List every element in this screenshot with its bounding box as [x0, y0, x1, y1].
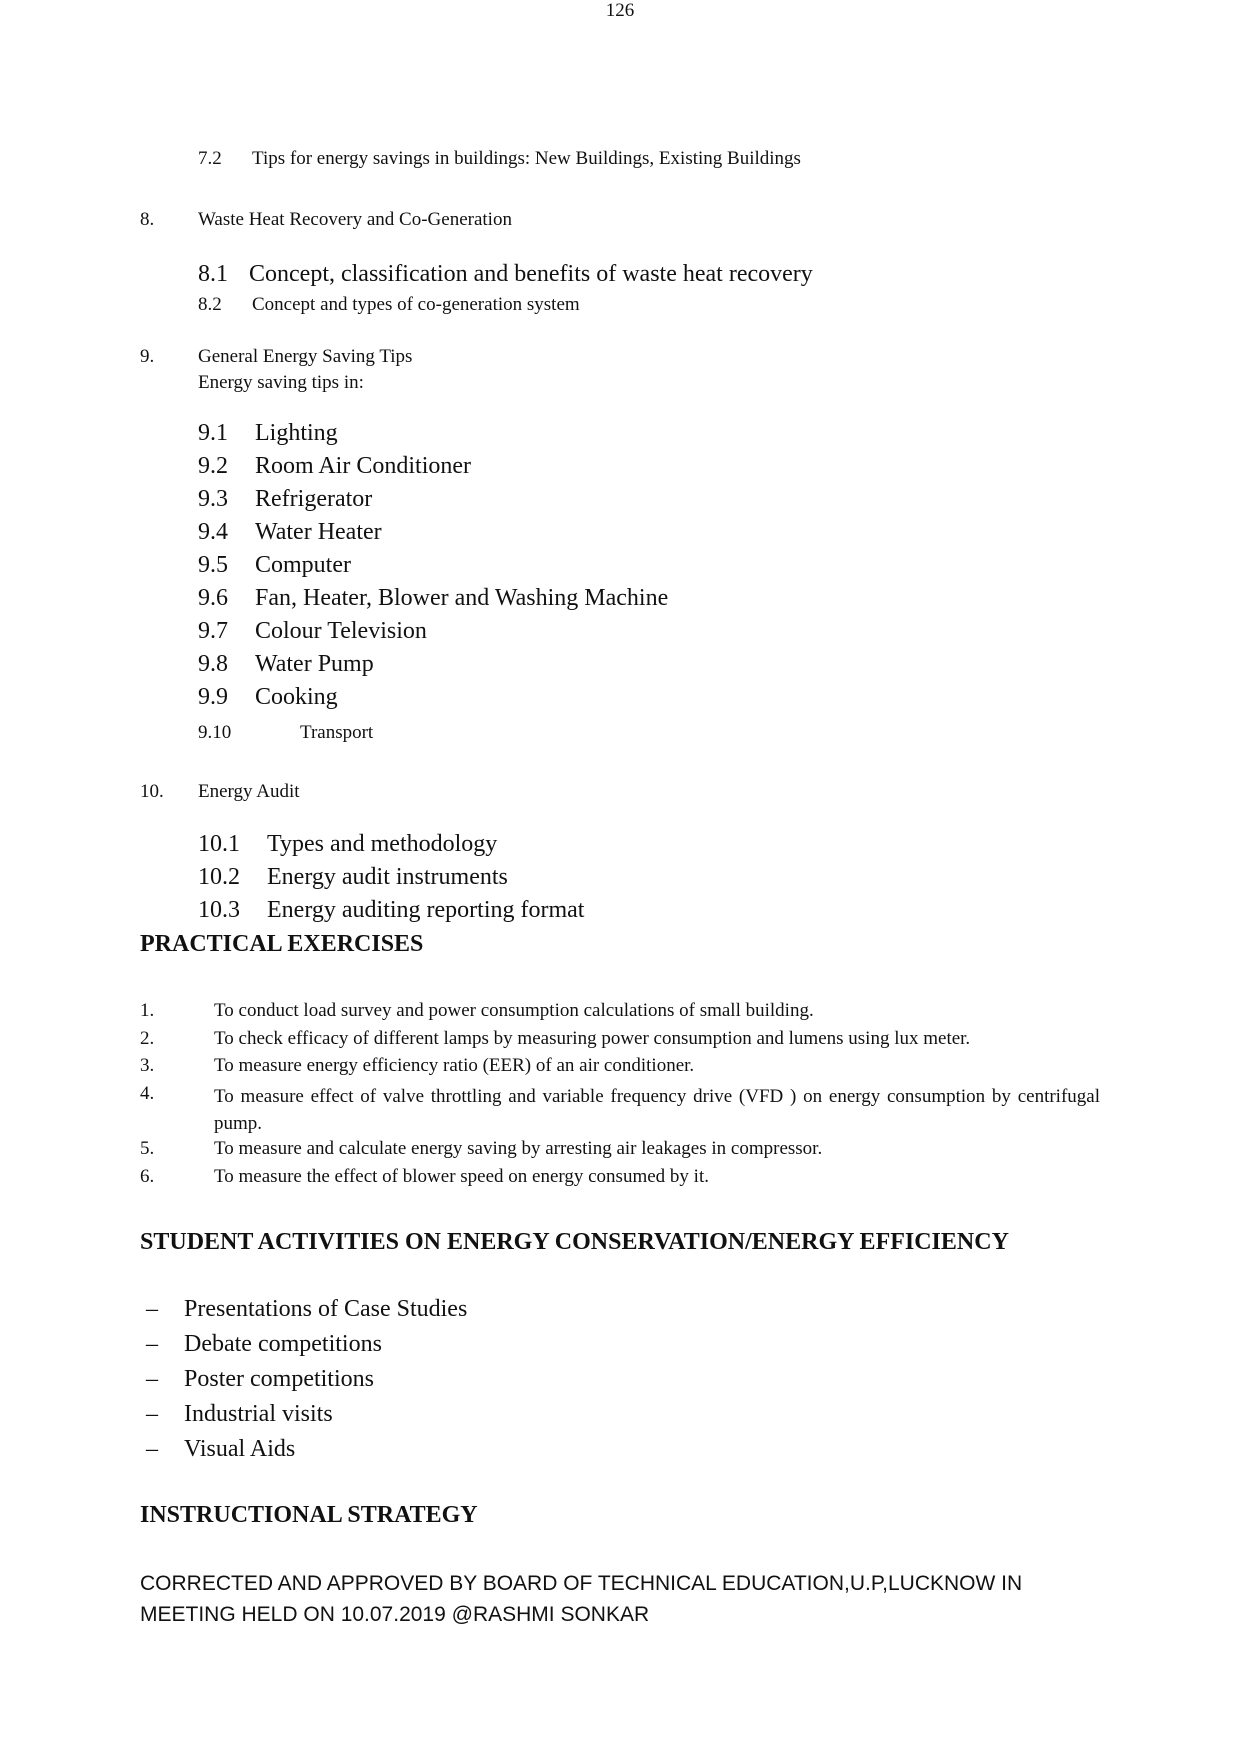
item-9-3-number: 9.3 [198, 486, 228, 512]
item-9-8-text: Water Pump [255, 651, 374, 677]
practical-item-number: 1. [140, 1000, 155, 1021]
section-9-intro: Energy saving tips in: [198, 372, 364, 393]
practical-item-number: 6. [140, 1166, 155, 1187]
item-9-2-number: 9.2 [198, 453, 228, 479]
footer-line-1: CORRECTED AND APPROVED BY BOARD OF TECHNICAL EDUCATION,U.P,LUCKNOW IN [140, 1572, 1023, 1595]
item-10-2-text: Energy audit instruments [267, 864, 508, 890]
item-9-10-number: 9.10 [198, 722, 232, 743]
item-9-10-text: Transport [300, 722, 374, 743]
item-7-2-text: Tips for energy savings in buildings: New Buildings, Existing Buildings [252, 148, 801, 169]
section-8-number: 8. [140, 209, 155, 230]
practical-item-text: To measure and calculate energy saving by arresting air leakages in compressor. [214, 1138, 823, 1159]
practical-item-number: 3. [140, 1055, 155, 1076]
item-10-3-number: 10.3 [198, 897, 240, 923]
practical-item-number: 5. [140, 1138, 155, 1159]
footer-line-2: MEETING HELD ON 10.07.2019 @RASHMI SONKAR [140, 1603, 650, 1626]
section-9-title: General Energy Saving Tips [198, 346, 413, 367]
section-10-number: 10. [140, 781, 164, 802]
item-10-2-number: 10.2 [198, 864, 240, 890]
item-9-6-text: Fan, Heater, Blower and Washing Machine [255, 585, 669, 611]
item-10-1-number: 10.1 [198, 831, 240, 857]
practical-item-number: 2. [140, 1028, 155, 1049]
activities-heading: STUDENT ACTIVITIES ON ENERGY CONSERVATION/ENERGY EFFICIENCY [140, 1229, 1009, 1255]
bullet-dash: – [146, 1401, 158, 1427]
section-8-title: Waste Heat Recovery and Co-Generation [198, 209, 512, 230]
section-9-number: 9. [140, 346, 155, 367]
item-9-2-text: Room Air Conditioner [255, 453, 471, 479]
bullet-dash: – [146, 1296, 158, 1322]
practical-item-text: To measure energy efficiency ratio (EER) of an air conditioner. [214, 1055, 695, 1076]
item-9-1-text: Lighting [255, 420, 338, 446]
item-9-3-text: Refrigerator [255, 486, 373, 512]
item-9-1-number: 9.1 [198, 420, 228, 446]
bullet-dash: – [146, 1366, 158, 1392]
item-8-2-number: 8.2 [198, 294, 222, 315]
item-9-9-text: Cooking [255, 684, 338, 710]
item-7-2-number: 7.2 [198, 148, 222, 169]
item-9-9-number: 9.9 [198, 684, 228, 710]
bullet-dash: – [146, 1436, 158, 1462]
activity-item: Debate competitions [184, 1331, 382, 1357]
item-10-3-text: Energy auditing reporting format [267, 897, 585, 923]
practical-heading: PRACTICAL EXERCISES [140, 931, 424, 957]
item-9-6-number: 9.6 [198, 585, 228, 611]
item-10-1-text: Types and methodology [267, 831, 498, 857]
practical-item-number: 4. [140, 1083, 155, 1104]
strategy-heading: INSTRUCTIONAL STRATEGY [140, 1502, 478, 1528]
item-9-5-text: Computer [255, 552, 351, 578]
item-8-1-text: Concept, classification and benefits of waste heat recovery [249, 261, 813, 287]
practical-item-text: To check efficacy of different lamps by measuring power consumption and lumens using lux meter. [214, 1028, 971, 1049]
activity-item: Poster competitions [184, 1366, 374, 1392]
item-9-8-number: 9.8 [198, 651, 228, 677]
page-number: 126 [605, 0, 635, 21]
item-9-4-text: Water Heater [255, 519, 382, 545]
practical-item-text: To measure the effect of blower speed on energy consumed by it. [214, 1166, 709, 1187]
section-10-title: Energy Audit [198, 781, 300, 802]
item-8-2-text: Concept and types of co-generation system [252, 294, 580, 315]
activity-item: Presentations of Case Studies [184, 1296, 468, 1322]
activity-item: Visual Aids [184, 1436, 296, 1462]
item-9-5-number: 9.5 [198, 552, 228, 578]
practical-item-text: To conduct load survey and power consumption calculations of small building. [214, 1000, 814, 1021]
practical-item-text: To measure effect of valve throttling and variable frequency drive (VFD ) on energy consumption by centrifugal pump. [214, 1086, 1100, 1134]
item-8-1-number: 8.1 [198, 261, 228, 287]
activity-item: Industrial visits [184, 1401, 333, 1427]
item-9-7-text: Colour Television [255, 618, 427, 644]
item-9-7-number: 9.7 [198, 618, 228, 644]
item-9-4-number: 9.4 [198, 519, 228, 545]
bullet-dash: – [146, 1331, 158, 1357]
